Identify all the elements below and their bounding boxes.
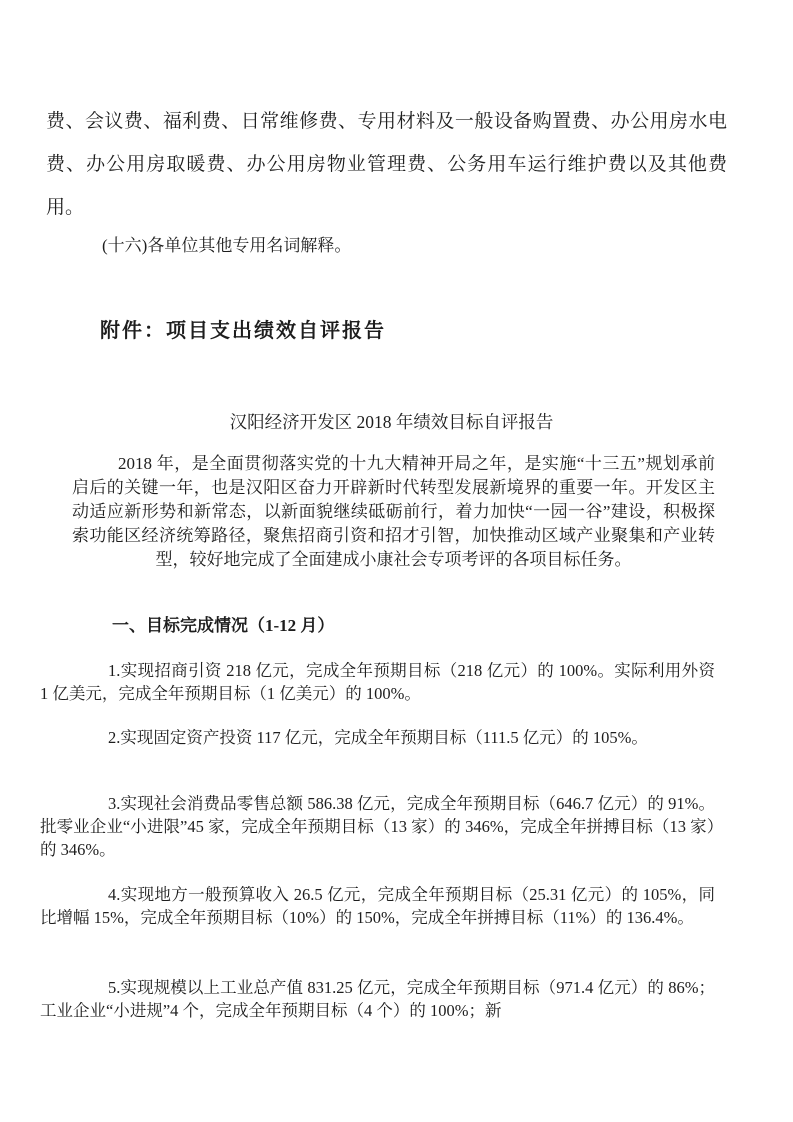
report-item-3: 3.实现社会消费品零售总额 586.38 亿元，完成全年预期目标（646.7 亿元）的 91%。批零业企业“小进限”45 家，完成全年预期目标（13 家）的 346%，完成全年拼搏目标（13 家）的 346%。: [40, 794, 715, 859]
report-item-1: 1.实现招商引资 218 亿元，完成全年预期目标（218 亿元）的 100%。实际利用外资 1 亿美元，完成全年预期目标（1 亿美元）的 100%。: [40, 661, 715, 703]
report-item-2: 2.实现固定资产投资 117 亿元，完成全年预期目标（111.5 亿元）的 105%。: [108, 728, 648, 747]
paragraph-item-sixteen: (十六)各单位其他专用名词解释。: [102, 236, 352, 255]
report-title: 汉阳经济开发区 2018 年绩效目标自评报告: [229, 412, 554, 432]
attachment-heading: 附件：项目支出绩效自评报告: [100, 320, 386, 342]
report-item-4: 4.实现地方一般预算收入 26.5 亿元，完成全年预期目标（25.31 亿元）的 105%，同比增幅 15%，完成全年预期目标（10%）的 150%，完成全年拼搏目标（11%）的 136.4%。: [40, 885, 715, 927]
section-one-heading: 一、目标完成情况（1-12 月）: [112, 616, 335, 635]
report-item-5: 5.实现规模以上工业总产值 831.25 亿元，完成全年预期目标（971.4 亿元）的 86%；工业企业“小进规”4 个，完成全年预期目标（4 个）的 100%；新: [40, 978, 715, 1020]
paragraph-expense-list: 费、会议费、福利费、日常维修费、专用材料及一般设备购置费、办公用房水电费、办公用房取暖费、办公用房物业管理费、公务用车运行维护费以及其他费用。: [46, 111, 727, 218]
report-intro-paragraph: 2018 年，是全面贯彻落实党的十九大精神开局之年，是实施“十三五”规划承前启后的关键一年，也是汉阳区奋力开辟新时代转型发展新境界的重要一年。开发区主动适应新形势和新常态，以新面貌继续砥砺前行，着力加快“一园一谷”建设，积极探索功能区经济统筹路径，聚焦招商引资和招才引智，加快推动区域产业聚集和产业转型，较好地完成了全面建成小康社会专项考评的各项目标任务。: [72, 454, 715, 569]
